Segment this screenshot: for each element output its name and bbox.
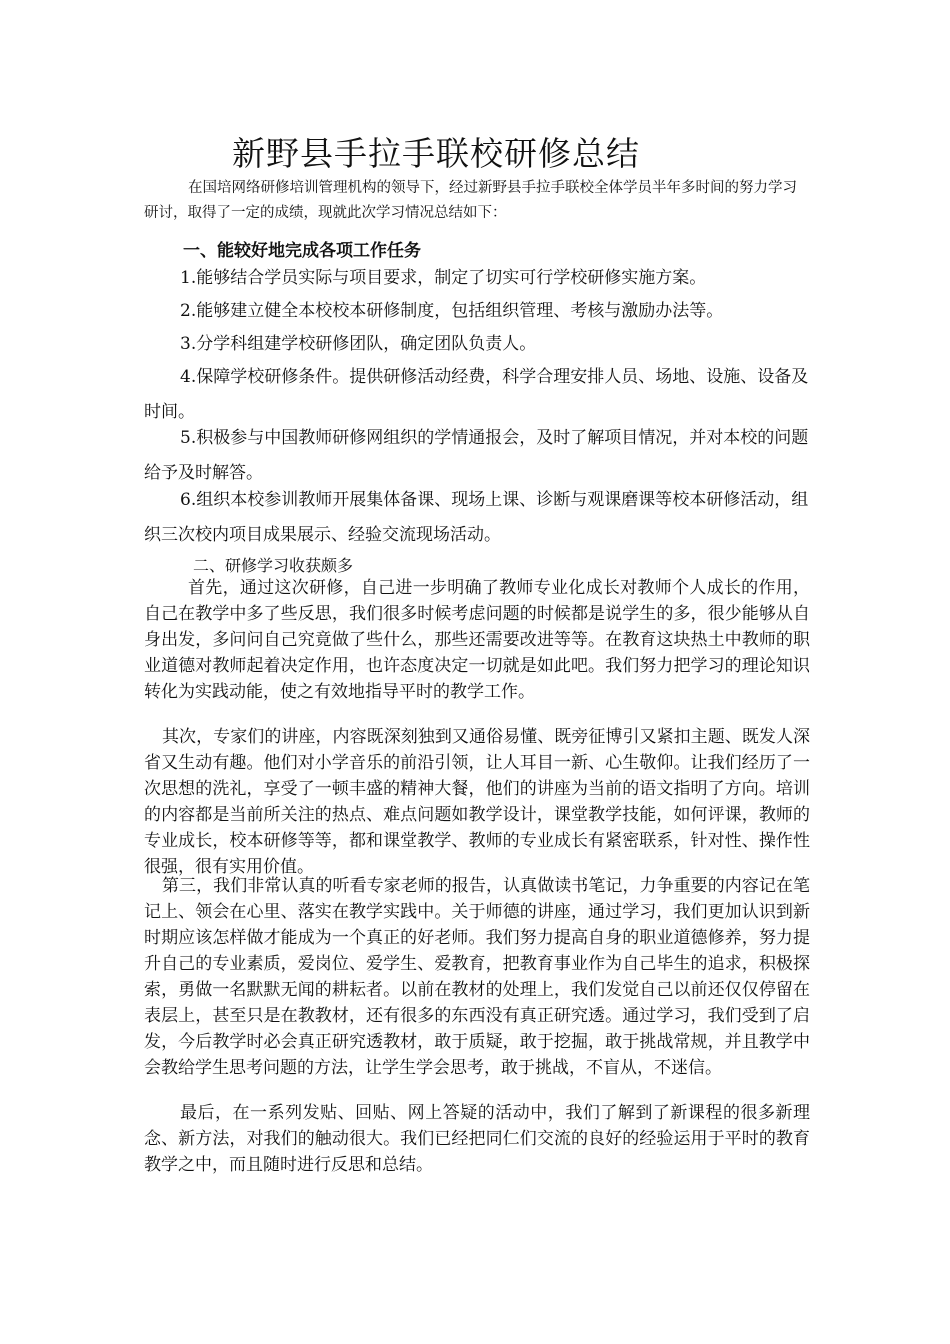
intro-paragraph: 在国培网络研修培训管理机构的领导下，经过新野县手拉手联校全体学员半年多时间的努力学习研讨，取得了一定的成绩，现就此次学习情况总结如下： bbox=[144, 180, 797, 221]
section1-item-3: 3.分学科组建学校研修团队，确定团队负责人。 bbox=[180, 334, 537, 354]
section2-paragraph-4: 最后，在一系列发贴、回贴、网上答疑的活动中，我们了解到了新课程的很多新理念、新方法，对我们的触动很大。我们已经把同仁们交流的良好的经验运用于平时的教育教学之中，而且随时进行反思和总结。 bbox=[144, 1103, 810, 1175]
section1-item-6: 6.组织本校参训教师开展集体备课、现场上课、诊断与观课磨课等校本研修活动，组织三次校内项目成果展示、经验交流现场活动。 bbox=[144, 490, 809, 545]
section2-paragraph-3: 第三，我们非常认真的听看专家老师的报告，认真做读书笔记，力争重要的内容记在笔记上、领会在心里、落实在教学实践中。关于师德的讲座，通过学习，我们更加认识到新时期应该怎样做才能成为一个真正的好老师。我们努力提高自身的职业道德修养，努力提升自己的专业素质，爱岗位、爱学生、爱教育，把教育事业作为自己毕生的追求，积极探索，勇做一名默默无闻的耕耘者。以前在教材的处理上，我们发觉自己以前还仅仅停留在表层上，甚至只是在教教材，还有很多的东西没有真正研究透。通过学习，我们受到了启发，今后教学时必会真正研究透教材，敢于质疑，敢于挖掘，敢于挑战常规，并且教学中会教给学生思考问题的方法，让学生学会思考，敢于挑战，不盲从，不迷信。 bbox=[144, 876, 810, 1078]
section1-heading: 一、能较好地完成各项工作任务 bbox=[183, 241, 421, 261]
section1-item-1: 1.能够结合学员实际与项目要求，制定了切实可行学校研修实施方案。 bbox=[180, 268, 707, 288]
section2-paragraph-2: 其次，专家们的讲座，内容既深刻独到又通俗易懂、既旁征博引又紧扣主题、既发人深省又生动有趣。他们对小学音乐的前沿引领，让人耳目一新、心生敬仰。让我们经历了一次思想的洗礼，享受了一顿丰盛的精神大餐，他们的讲座为当前的语文指明了方向。培训的内容都是当前所关注的热点、难点问题如教学设计，课堂教学技能，如何评课，教师的专业成长，校本研修等等，都和课堂教学、教师的专业成长有紧密联系，针对性、操作性很强，很有实用价值。 bbox=[144, 727, 810, 877]
section1-item-2: 2.能够建立健全本校校本研修制度，包括组织管理、考核与激励办法等。 bbox=[180, 301, 724, 321]
section1-item-5: 5.积极参与中国教师研修网组织的学情通报会，及时了解项目情况，并对本校的问题给予及时解答。 bbox=[144, 428, 809, 483]
document-title: 新野县手拉手联校研修总结 bbox=[232, 134, 640, 173]
section2-paragraph-1: 首先，通过这次研修，自己进一步明确了教师专业化成长对教师个人成长的作用，自己在教学中多了些反思，我们很多时候考虑问题的时候都是说学生的多，很少能够从自身出发，多问问自己究竟做了些什么，那些还需要改进等等。在教育这块热土中教师的职业道德对教师起着决定作用，也许态度决定一切就是如此吧。我们努力把学习的理论知识转化为实践动能，使之有效地指导平时的教学工作。 bbox=[144, 578, 810, 702]
section1-item-4: 4.保障学校研修条件。提供研修活动经费，科学合理安排人员、场地、设施、设备及时间。 bbox=[144, 367, 809, 422]
section2-heading: 二、研修学习收获颇多 bbox=[193, 556, 354, 575]
